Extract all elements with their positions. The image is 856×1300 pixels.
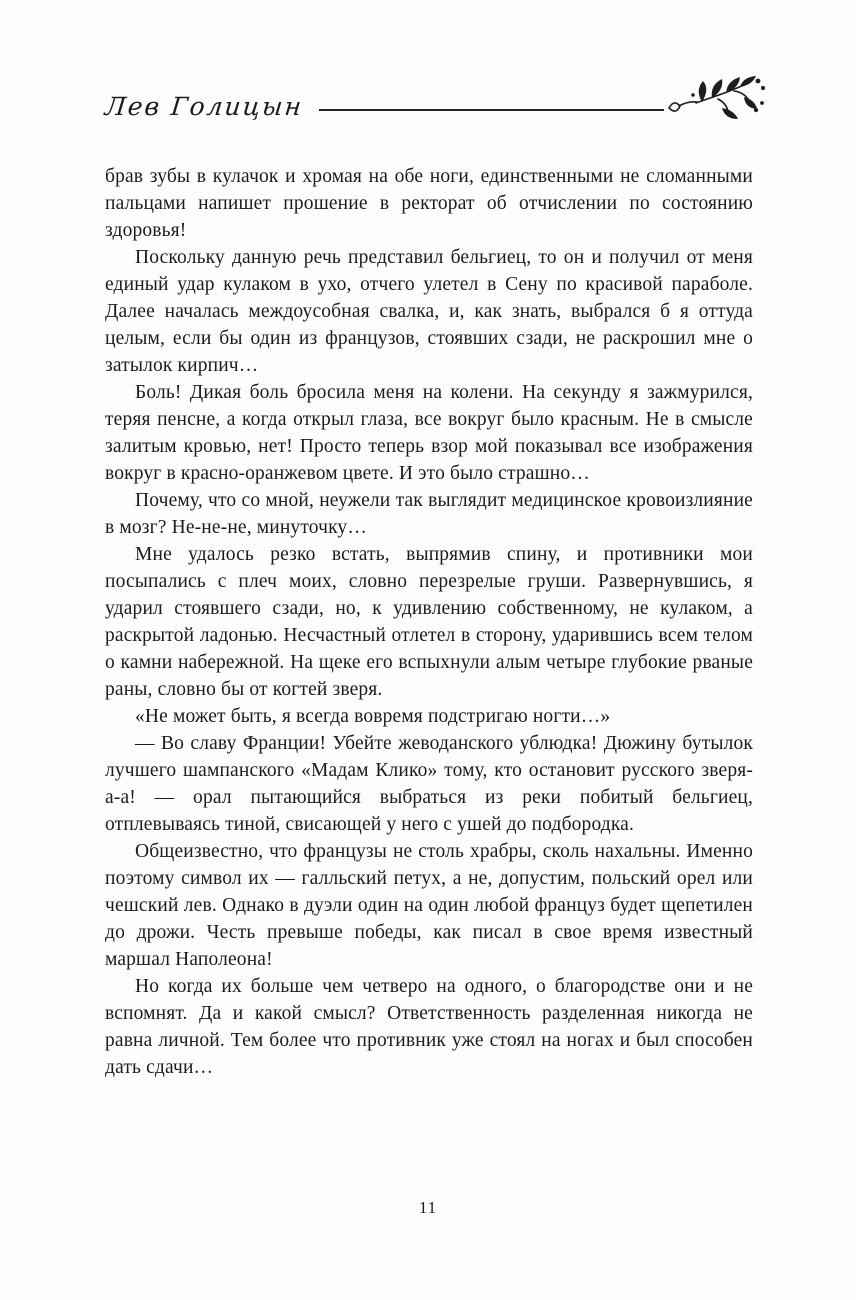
- paragraph: «Не может быть, я всегда вовремя подстригаю ногти…»: [135, 706, 611, 727]
- paragraph: Боль! Дикая боль бросила меня на колени. На секунду я зажмурился, теряя пенсне, а когда открыл глаза, все вокруг было красным. Не в смысле залитым кровью, нет! Просто теперь взор мой показывал все изображения вокруг в красно-оранжевом цвете. И это было страшно…: [105, 382, 753, 484]
- paragraph: Но когда их больше чем четверо на одного, о благородстве они и не вспомнят. Да и какой смысл? Ответственность разделенная никогда не равна личной. Тем более что противник уже стоял на ногах и был способен дать сдачи…: [105, 976, 753, 1078]
- paragraph: Общеизвестно, что французы не столь храбры, сколь нахальны. Именно поэтому символ их — галльский петух, а не, допустим, польский орел или чешский лев. Однако в дуэли один на один любой француз будет щепетилен до дрожи. Честь превыше победы, как писал в свое время известный маршал Наполеона!: [105, 841, 753, 970]
- paragraph: — Во славу Франции! Убейте жеводанского ублюдка! Дюжину бутылок лучшего шампанского «Мадам Клико» тому, кто остановит русского зверя-а-а! — орал пытающийся выбраться из реки побитый бельгиец, отплевываясь тиной, свисающей у него с ушей до подбородка.: [105, 733, 753, 835]
- paragraph: Почему, что со мной, неужели так выглядит медицинское кровоизлияние в мозг? Не-не-не, минуточку…: [105, 490, 753, 538]
- paragraph: Мне удалось резко встать, выпрямив спину, и противники мои посыпались с плеч моих, словно перезрелые груши. Развернувшись, я ударил стоявшего сзади, но, к удивлению собственному, не кулаком, а раскрытой ладонью. Несчастный отлетел в сторону, ударившись всем телом о камни набережной. На щеке его вспыхнули алым четыре глубокие рваные раны, словно бы от когтей зверя.: [105, 544, 753, 700]
- floral-ornament-icon: [666, 75, 768, 134]
- page-number: 11: [418, 1198, 438, 1217]
- paragraph: Поскольку данную речь представил бельгиец, то он и получил от меня единый удар кулаком в ухо, отчего улетел в Сену по красивой параболе. Далее началась междоусобная свалка, и, как знать, выбрался б я оттуда целым, если бы один из французов, стоявших сзади, не раскрошил мне о затылок кирпич…: [105, 247, 753, 376]
- running-head: [105, 80, 768, 132]
- paragraph: брав зубы в кулачок и хромая на обе ноги, единственными не сломанными пальцами напишет прошение в ректорат об отчислении по состоянию здоровья!: [105, 166, 753, 241]
- author-name: Лев Голицын: [103, 91, 305, 121]
- body-text: [105, 163, 753, 1081]
- header-rule: [319, 109, 664, 111]
